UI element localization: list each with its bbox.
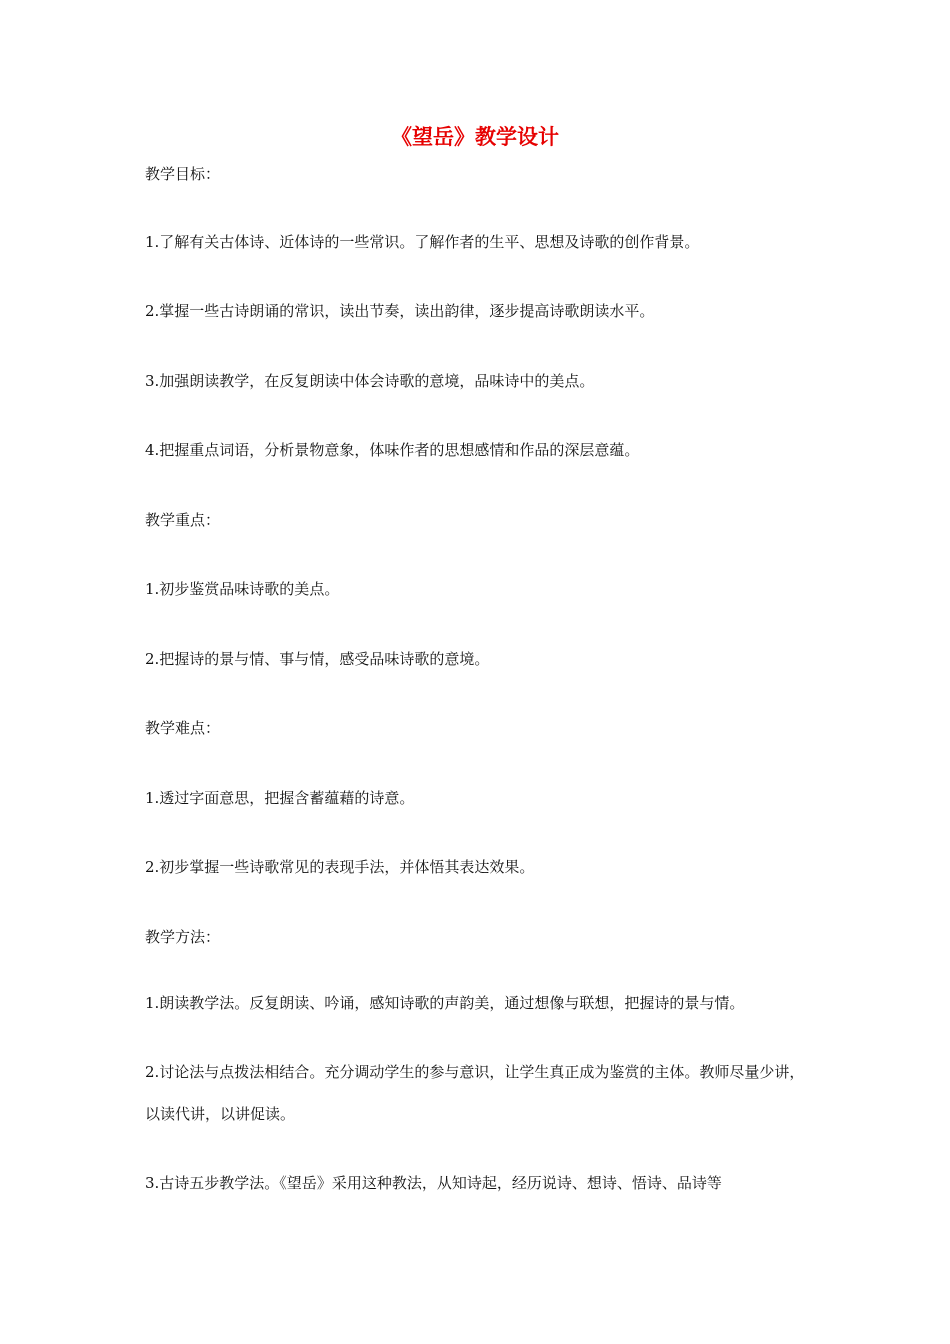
method-item-2: 2.讨论法与点拨法相结合。充分调动学生的参与意识，让学生真正成为鉴赏的主体。教师尽量少讲，以读代讲，以讲促读。 — [145, 1063, 805, 1123]
difficulty-item-2: 2.初步掌握一些诗歌常见的表现手法，并体悟其表达效果。 — [145, 858, 535, 876]
difficulty-item-1: 1.透过字面意思，把握含蓄蕴藉的诗意。 — [145, 789, 415, 807]
difficulties-heading: 教学难点： — [145, 719, 221, 737]
objective-item-2: 2.掌握一些古诗朗诵的常识，读出节奏，读出韵律，逐步提高诗歌朗读水平。 — [145, 302, 655, 320]
key-points-heading: 教学重点： — [145, 511, 221, 529]
objective-item-1: 1.了解有关古体诗、近体诗的一些常识。了解作者的生平、思想及诗歌的创作背景。 — [145, 233, 700, 251]
objective-item-3: 3.加强朗读教学，在反复朗读中体会诗歌的意境，品味诗中的美点。 — [145, 372, 595, 390]
methods-heading: 教学方法： — [145, 928, 221, 946]
objective-item-4: 4.把握重点词语，分析景物意象，体味作者的思想感情和作品的深层意蕴。 — [145, 441, 640, 459]
method-item-1: 1.朗读教学法。反复朗读、吟诵，感知诗歌的声韵美，通过想像与联想，把握诗的景与情。 — [145, 994, 745, 1012]
key-point-item-1: 1.初步鉴赏品味诗歌的美点。 — [145, 580, 340, 598]
key-point-item-2: 2.把握诗的景与情、事与情，感受品味诗歌的意境。 — [145, 650, 490, 668]
document-title: 《望岳》教学设计 — [391, 125, 559, 149]
method-item-3: 3.古诗五步教学法。《望岳》采用这种教法，从知诗起，经历说诗、想诗、悟诗、品诗等 — [145, 1174, 722, 1192]
objectives-heading: 教学目标： — [145, 165, 221, 183]
